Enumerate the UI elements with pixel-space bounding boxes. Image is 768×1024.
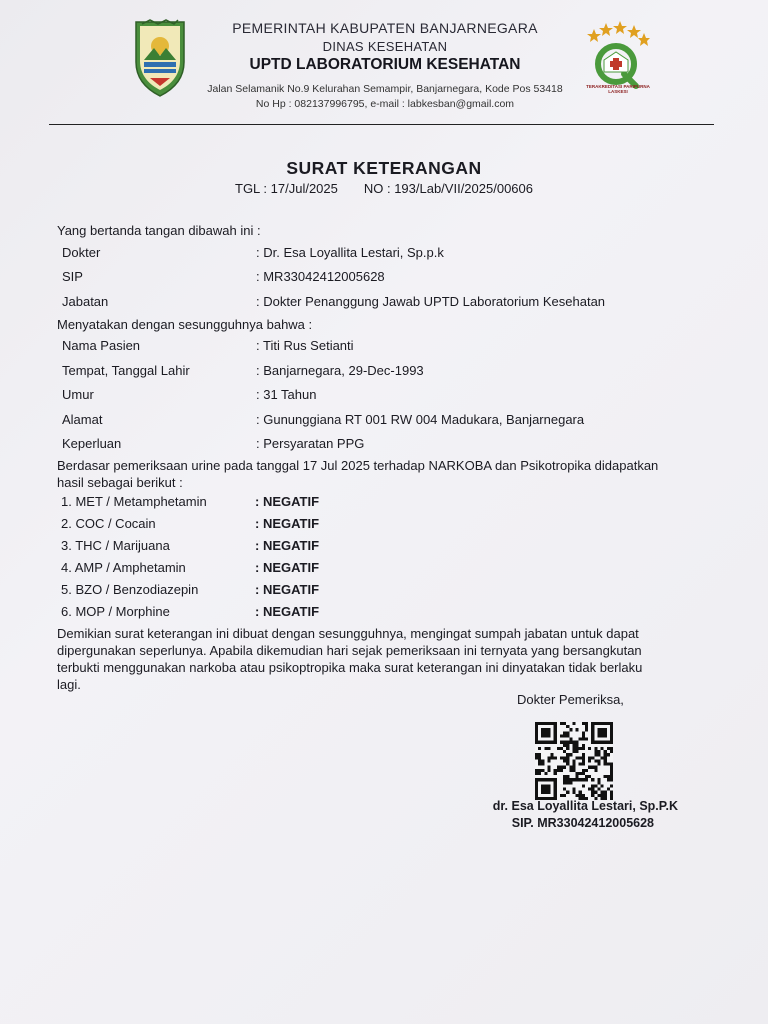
document-number: NO : 193/Lab/VII/2025/00606 bbox=[363, 181, 533, 196]
document-reference bbox=[0, 181, 768, 196]
closing-line: dipergunakan seperlunya. Apabila dikemudian hari sejak pemeriksaan ini ternyata yang bersangkutan bbox=[57, 643, 642, 658]
exam-intro bbox=[57, 457, 717, 491]
letterhead-titles bbox=[195, 20, 575, 74]
accreditation-caption: TERAKREDITASI PARIPURNA LASKESI bbox=[586, 84, 650, 94]
test-label-coc: 2. COC / Cocain bbox=[61, 516, 156, 531]
test-label-met: 1. MET / Metamphetamin bbox=[61, 494, 207, 509]
field-label-keperluan: Keperluan bbox=[62, 436, 122, 451]
field-value-ttl: : Banjarnegara, 29-Dec-1993 bbox=[256, 363, 424, 378]
field-label-alamat: Alamat bbox=[62, 412, 103, 427]
test-result-mop: : NEGATIF bbox=[255, 604, 320, 619]
letterhead bbox=[0, 0, 768, 130]
test-result-thc: : NEGATIF bbox=[255, 538, 320, 553]
contact-line: No Hp : 082137996795, e-mail : labkesban@gmail.com bbox=[255, 98, 515, 110]
signature-qr-code-icon bbox=[535, 722, 613, 800]
test-label-bzo: 5. BZO / Benzodiazepin bbox=[61, 582, 199, 597]
test-result-amp: : NEGATIF bbox=[255, 560, 320, 575]
signature-title: Dokter Pemeriksa, bbox=[517, 692, 624, 707]
field-value-jabatan: : Dokter Penanggung Jawab UPTD Laboratorium Kesehatan bbox=[256, 294, 606, 309]
field-value-sip: : MR33042412005628 bbox=[256, 269, 385, 284]
test-result-bzo: : NEGATIF bbox=[255, 582, 320, 597]
signer-name: dr. Esa Loyallita Lestari, Sp.P.K bbox=[492, 799, 678, 813]
field-value-nama-pasien: : Titi Rus Setianti bbox=[256, 338, 354, 353]
exam-intro-line: Berdasar pemeriksaan urine pada tanggal 17 Jul 2025 terhadap NARKOBA dan Psikotropika didapatkan bbox=[57, 458, 659, 473]
regency-emblem-icon bbox=[130, 18, 190, 98]
closing-line: Demikian surat keterangan ini dibuat dengan sesungguhnya, mengingat sumpah jabatan untuk dapat bbox=[57, 626, 639, 641]
field-label-umur: Umur bbox=[62, 387, 94, 402]
document-title: SURAT KETERANGAN bbox=[286, 158, 482, 178]
statement-intro: Menyatakan dengan sesungguhnya bahwa : bbox=[57, 317, 313, 332]
document-date: TGL : 17/Jul/2025 bbox=[235, 181, 338, 196]
test-label-amp: 4. AMP / Amphetamin bbox=[61, 560, 186, 575]
field-value-dokter: : Dr. Esa Loyallita Lestari, Sp.p.k bbox=[256, 245, 444, 260]
field-value-keperluan: : Persyaratan PPG bbox=[256, 436, 365, 451]
letterhead-divider bbox=[49, 124, 714, 125]
closing-paragraph bbox=[57, 625, 717, 693]
field-label-nama-pasien: Nama Pasien bbox=[62, 338, 141, 353]
test-label-mop: 6. MOP / Morphine bbox=[61, 604, 170, 619]
field-label-dokter: Dokter bbox=[62, 245, 101, 260]
test-label-thc: 3. THC / Marijuana bbox=[61, 538, 170, 553]
field-value-umur: : 31 Tahun bbox=[256, 387, 317, 402]
address-line: Jalan Selamanik No.9 Kelurahan Semampir, Banjarnegara, Kode Pos 53418 bbox=[207, 83, 563, 95]
exam-intro-line: hasil sebagai berikut : bbox=[57, 475, 183, 490]
closing-line: terbukti menggunakan narkoba atau psikoptropika maka surat keterangan ini dinyatakan tidak berlaku bbox=[57, 660, 643, 675]
government-name: PEMERINTAH KABUPATEN BANJARNEGARA bbox=[232, 20, 538, 36]
test-result-met: : NEGATIF bbox=[255, 494, 320, 509]
field-label-ttl: Tempat, Tanggal Lahir bbox=[62, 363, 190, 378]
field-label-jabatan: Jabatan bbox=[62, 294, 109, 309]
closing-line: lagi. bbox=[57, 677, 81, 692]
letterhead-contact bbox=[190, 82, 580, 112]
department-name: DINAS KESEHATAN bbox=[322, 39, 448, 54]
signer-sip: SIP. MR33042412005628 bbox=[511, 816, 654, 830]
laboratory-name: UPTD LABORATORIUM KESEHATAN bbox=[249, 56, 521, 73]
field-label-sip: SIP bbox=[62, 269, 83, 284]
field-value-alamat: : Gununggiana RT 001 RW 004 Madukara, Banjarnegara bbox=[256, 412, 585, 427]
signer-intro: Yang bertanda tangan dibawah ini : bbox=[57, 223, 261, 238]
test-result-coc: : NEGATIF bbox=[255, 516, 320, 531]
